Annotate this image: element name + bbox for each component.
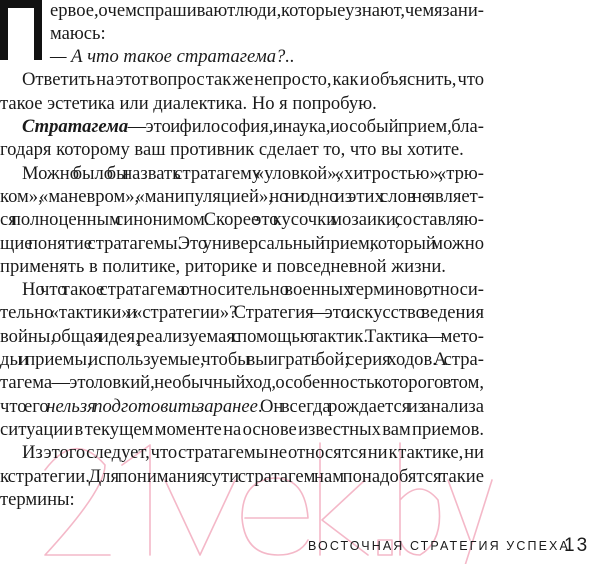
text-run: тагема — это ловкий, необычный ход, особенность которого в том, [0, 372, 484, 394]
text-run: тельно «тактики» и «стратегии»? Стратегия — это искусство ведения [0, 302, 484, 324]
text-line [22, 68, 484, 91]
text-line [0, 185, 484, 208]
text-run: Но что такое стратагема относительно военных терминов, относи- [22, 279, 484, 301]
text-line [0, 208, 484, 231]
text-line [22, 441, 484, 464]
text-run: такое эстетика или диалектика. Но я попробую. [0, 92, 377, 114]
text-run: что его [0, 395, 47, 417]
italic-text: нельзя подготовить заранее [46, 395, 258, 417]
text-run: к стратегии. Для понимания сути стратагем нам понадобятся такие [0, 465, 484, 487]
text-run: . Он всегда рождается из анализа [257, 395, 484, 417]
text-line [50, 0, 484, 22]
text-line [50, 22, 106, 45]
text-line [0, 395, 484, 418]
text-run: Ответить на этот вопрос так же непросто, как и объяснить, что [22, 69, 484, 91]
text-run: термины: [0, 488, 75, 510]
text-run: щие понятие стратагемы. Это универсальный прием, который можно [0, 232, 484, 254]
text-line [0, 138, 464, 161]
text-run: ком», «маневром», «манипуляцией», но ни одно из этих слов не являет- [0, 185, 484, 207]
page-number: 13 [564, 535, 590, 556]
text-run: Из этого следует, что стратагемы не относятся ни к тактике, ни [22, 442, 484, 464]
text-line [50, 45, 295, 68]
text-line [22, 115, 484, 138]
text-run: применять в политике, риторике и повседневной жизни. [0, 255, 446, 277]
text-line [0, 488, 75, 511]
text-run: ситуации в текущем моменте на основе известных вам приемов. [0, 418, 484, 440]
text-run: ся полноценным синонимом. Скорее это кусочки мозаики, составляю- [0, 209, 484, 231]
text-line [0, 348, 484, 371]
text-line [22, 162, 484, 185]
text-run: годаря которому ваш противник сделает то, что вы хотите. [0, 139, 464, 161]
text-run: маюсь: [50, 22, 106, 44]
text-line [0, 301, 484, 324]
text-line [0, 255, 446, 278]
text-run: войны, общая идея, реализуемая с помощью тактик. Тактика — мето- [0, 325, 484, 347]
text-line [22, 278, 484, 301]
text-line [0, 92, 377, 115]
text-run: Можно было бы назвать стратагему «уловкой», «хитростью», «трю- [22, 162, 484, 184]
text-line [0, 325, 484, 348]
running-title: ВОСТОЧНАЯ СТРАТЕГИЯ УСПЕХА [308, 539, 570, 553]
drop-cap-letter [0, 0, 42, 60]
text-run: ды и приемы, используемые, чтобы выиграть бой; серия ходов. А стра- [0, 349, 484, 370]
text-line [0, 465, 484, 488]
text-line [0, 371, 484, 394]
text-line [0, 418, 484, 441]
text-line [0, 232, 484, 255]
text-run: — это и философия, и наука, и особый прием, бла- [128, 116, 484, 137]
text-run: ервое, о чем спрашивают люди, которые узнают, чем я зани- [50, 0, 484, 21]
italic-text: — А что такое стратагема?.. [50, 46, 295, 68]
bold-term: Стратагема [22, 116, 129, 137]
